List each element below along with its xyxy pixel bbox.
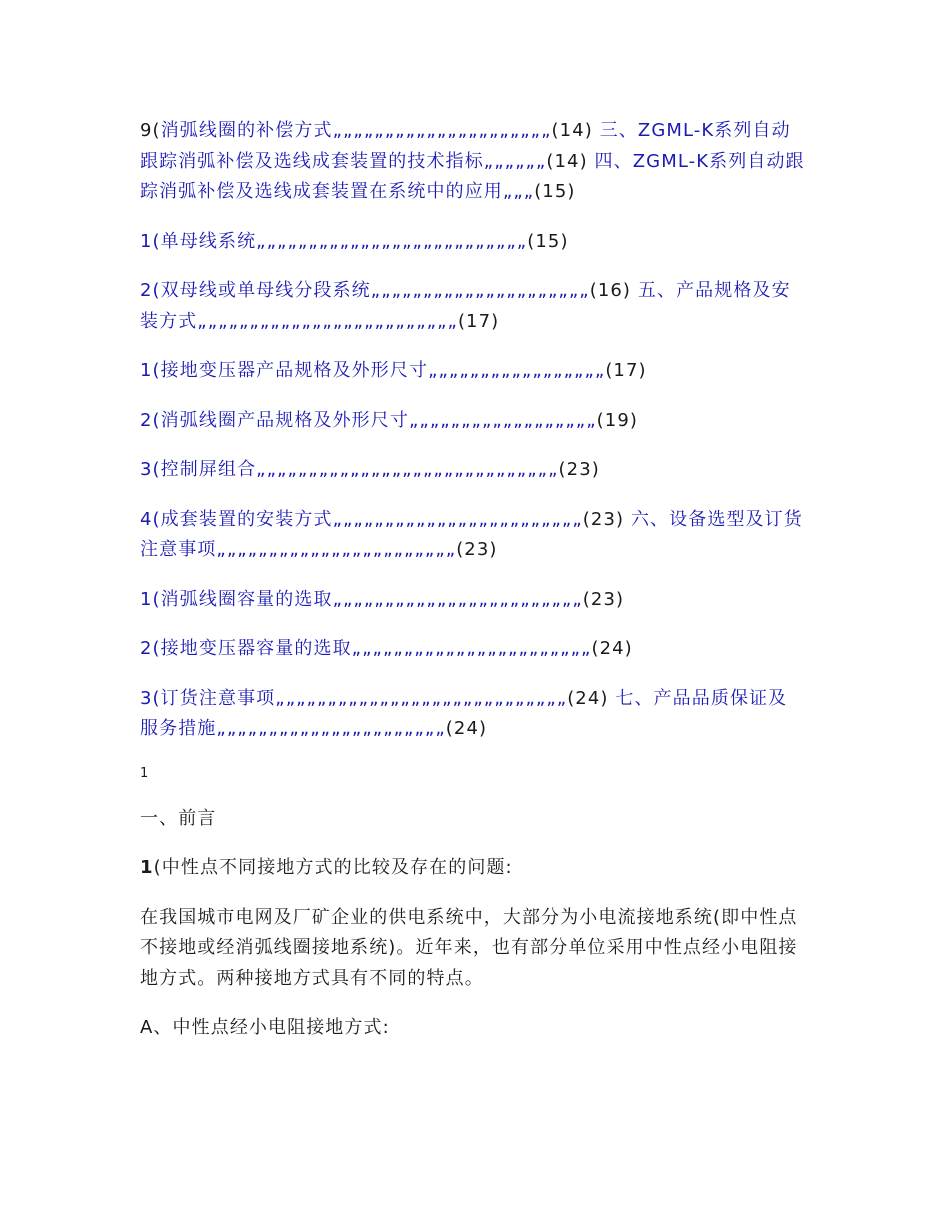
subheading: [140, 853, 805, 884]
toc-link[interactable]: 五、产品规格及安装方式„„„„„„„„„„„„„„„„„„„„„„„„„: [140, 280, 791, 332]
table-of-contents: [140, 116, 805, 745]
toc-page-ref: (19): [596, 409, 638, 431]
item-a-heading: A、中性点经小电阻接地方式:: [140, 1017, 390, 1038]
toc-entry[interactable]: [140, 684, 805, 745]
toc-page-ref: (15): [534, 181, 576, 202]
toc-page-ref: (24): [591, 638, 633, 659]
section-heading: 一、前言: [140, 807, 217, 829]
toc-entry[interactable]: [140, 276, 805, 337]
toc-link[interactable]: 六、设备选型及订货注意事项„„„„„„„„„„„„„„„„„„„„„„„: [140, 508, 803, 560]
toc-page-ref: (15): [527, 230, 569, 252]
subheading-number: 1: [140, 857, 154, 878]
toc-link[interactable]: 1(消弧线圈容量的选取„„„„„„„„„„„„„„„„„„„„„„„„: [140, 588, 583, 610]
subheading-text: (中性点不同接地方式的比较及存在的问题:: [153, 857, 513, 878]
toc-entry[interactable]: [140, 116, 805, 208]
toc-entry[interactable]: [140, 585, 805, 616]
toc-page-ref: (17): [605, 360, 647, 381]
toc-link[interactable]: 1(单母线系统„„„„„„„„„„„„„„„„„„„„„„„„„„: [140, 230, 528, 252]
page-number: 1: [140, 765, 149, 781]
toc-link[interactable]: 3(订货注意事项„„„„„„„„„„„„„„„„„„„„„„„„„„„„: [140, 687, 568, 709]
toc-entry[interactable]: [140, 505, 805, 566]
toc-link[interactable]: 四、ZGML-K系列自动跟踪消弧补偿及选线成套装置在系统中的应用„„„: [140, 150, 805, 202]
toc-link[interactable]: 消弧线圈的补偿方式„„„„„„„„„„„„„„„„„„„„„: [160, 120, 552, 141]
toc-link[interactable]: 2(接地变压器容量的选取„„„„„„„„„„„„„„„„„„„„„„„: [140, 638, 592, 659]
body-paragraph: 在我国城市电网及厂矿企业的供电系统中，大部分为小电流接地系统(即中性点不接地或经消弧线圈接地系统)。近年来，也有部分单位采用中性点经小电阻接地方式。两种接地方式具有不同的特点。: [140, 906, 798, 989]
toc-page-ref: (14): [546, 150, 595, 172]
toc-link[interactable]: 1(接地变压器产品规格及外形尺寸„„„„„„„„„„„„„„„„„: [140, 360, 606, 381]
toc-link[interactable]: 七、产品品质保证及服务措施„„„„„„„„„„„„„„„„„„„„„„: [140, 687, 788, 739]
toc-link[interactable]: 2(消弧线圈产品规格及外形尺寸„„„„„„„„„„„„„„„„„„: [140, 409, 597, 431]
toc-link[interactable]: 4(成套装置的安装方式„„„„„„„„„„„„„„„„„„„„„„„„: [140, 508, 583, 530]
toc-entry[interactable]: [140, 455, 805, 486]
toc-page-ref: (23): [456, 539, 498, 560]
toc-link[interactable]: 2(双母线或单母线分段系统„„„„„„„„„„„„„„„„„„„„„: [140, 280, 590, 301]
toc-page-ref: (23): [582, 508, 631, 530]
toc-entry[interactable]: [140, 356, 805, 387]
toc-entry[interactable]: [140, 634, 805, 665]
toc-page-ref: (14): [551, 120, 600, 141]
document-page: [140, 116, 805, 1063]
toc-link[interactable]: 三、ZGML-K系列自动跟踪消弧补偿及选线成套装置的技术指标„„„„„„: [140, 120, 791, 172]
toc-page-ref: (23): [558, 459, 600, 480]
toc-page-ref: (17): [457, 310, 500, 332]
toc-page-ref: 9(: [140, 120, 161, 141]
toc-entry[interactable]: [140, 227, 805, 258]
toc-page-ref: (24): [445, 718, 488, 739]
toc-page-ref: (23): [582, 588, 625, 610]
toc-page-ref: (16): [589, 280, 638, 301]
toc-link[interactable]: 3(控制屏组合„„„„„„„„„„„„„„„„„„„„„„„„„„„„„: [140, 459, 559, 480]
toc-page-ref: (24): [567, 687, 616, 709]
toc-entry[interactable]: [140, 406, 805, 437]
